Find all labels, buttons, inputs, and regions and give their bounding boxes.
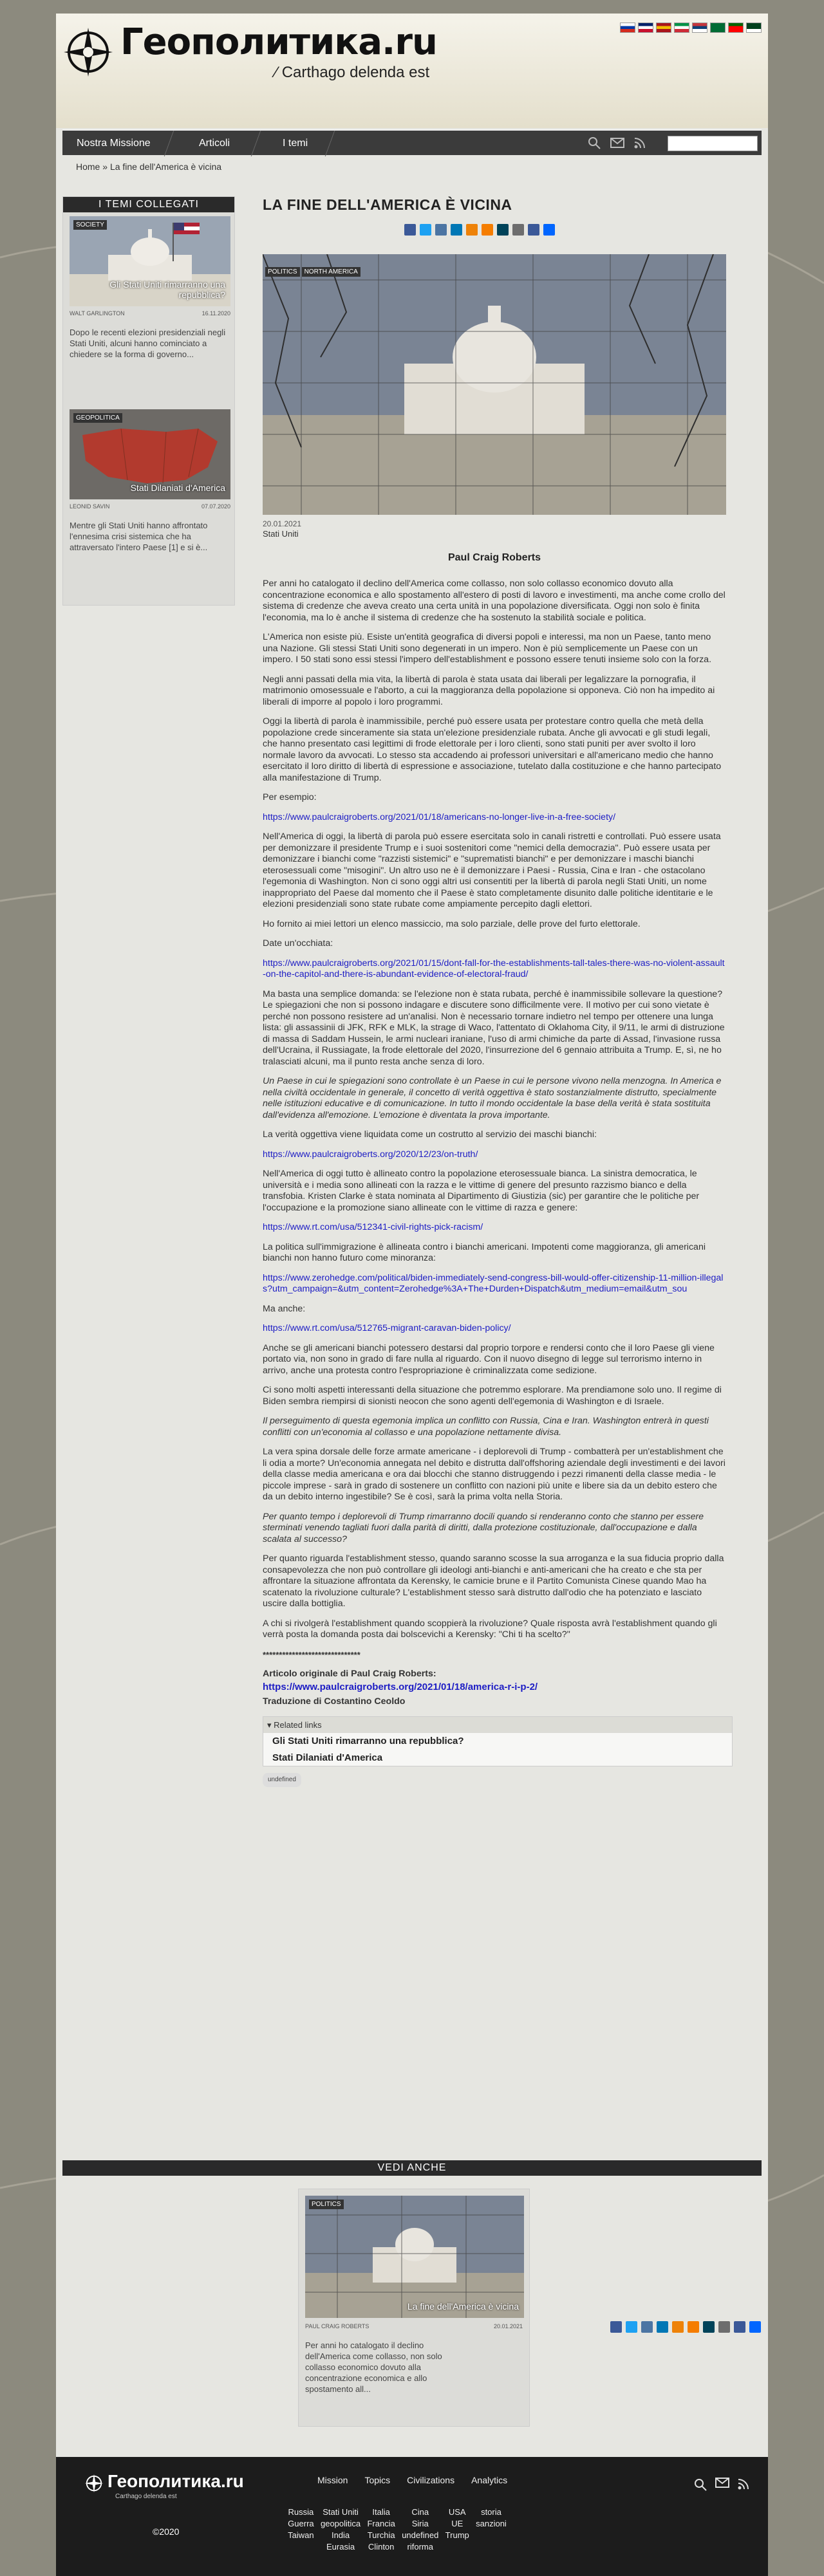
sidebar-card-author[interactable]: WALT GARLINGTON bbox=[70, 310, 125, 317]
article-link[interactable]: https://www.rt.com/usa/512341-civil-rights-pick-racism/ bbox=[263, 1222, 483, 1232]
twitter-share-icon[interactable] bbox=[626, 2321, 637, 2333]
footer-tag[interactable]: Taiwan bbox=[288, 2530, 314, 2540]
article-link[interactable]: https://www.paulcraigroberts.org/2021/01/18/americans-no-longer-live-in-a-free-society/ bbox=[263, 811, 616, 822]
pakistan-flag[interactable] bbox=[746, 23, 762, 33]
related-link[interactable]: Gli Stati Uniti rimarranno una repubblica? bbox=[272, 1736, 464, 1747]
footer-tag[interactable]: riforma bbox=[407, 2542, 433, 2552]
linkedin-share-icon[interactable] bbox=[451, 224, 462, 236]
more-share-icon[interactable] bbox=[749, 2321, 761, 2333]
footer-tag[interactable]: USA bbox=[448, 2507, 466, 2517]
nav-item-temi[interactable]: I temi bbox=[283, 138, 308, 149]
footer-tag[interactable]: Guerra bbox=[288, 2519, 314, 2528]
article-link[interactable]: https://www.rt.com/usa/512765-migrant-caravan-biden-policy/ bbox=[263, 1323, 511, 1333]
sidebar-card-meta bbox=[70, 503, 230, 510]
print-share-icon[interactable] bbox=[528, 224, 539, 236]
sidebar-card-tag[interactable]: SOCIETY bbox=[73, 220, 107, 230]
article-paragraph: Nell'America di oggi, la libertà di parola può essere esercitata solo in canali ristretti e controllati. Può essere usata per demonizzare il presidente Trump e i suoi sostenitori come "nemici della democrazia". Può essere usata per demonizzare i bianchi come "razzisti sistemici" e "suprematisti bianchi" e per demonizzare i maschi bianchi eterosessuali come "misogini". Un altro uso ne è il demonizzare i Paesi - Russia, Cina e Iran - che ostacolano l'egemonia di Washington. Non ci sono oggi altri usi consentiti per la libertà di parola negli Stati Uniti, un nome inappropriato del Paese dal momento che il Paese è stato completamente disunito dalle politiche identitarie e le elezioni presidenziali sono state rubate come ampiamente percepito dagli elettori. bbox=[263, 831, 721, 909]
footer-tag[interactable]: Turchia bbox=[367, 2530, 395, 2540]
footer-logo[interactable]: Геополитика.ru bbox=[108, 2471, 244, 2491]
article-quote: Per quanto tempo i deplorevoli di Trump rimarranno docili quando si renderanno conto che stanno per essere sterminati venendo tagliati fuori dalla parità di diritti, dalla protezione costituzionale, dall'occupazione e dalla scalata al successo? bbox=[263, 1511, 704, 1544]
nav-item-articoli[interactable]: Articoli bbox=[199, 138, 230, 149]
main-nav bbox=[62, 129, 762, 155]
article-paragraph: L'America non esiste più. Esiste un'entità geografica di diversi popoli e interessi, ma non un Paese, tanto meno una Nazione. Gli stessi Stati Uniti sono degenerati in un impero. Non è più semplicemente un Paese con un impero. I 50 stati sono essi stessi l'impero dell'establishment e possono essere tenuti insieme solo con la forza. bbox=[263, 632, 712, 665]
nav-item-mission[interactable]: Nostra Missione bbox=[77, 138, 151, 149]
search-input[interactable] bbox=[668, 136, 758, 151]
article-paragraph: Per quanto riguarda l'establishment stesso, quando saranno scosse la sua arroganza e la sua fiducia proprio dalla consapevolezza che non può controllare gli ideologi anti-bianchi e anti-americani che ha creato e che sta per affrontare la situazione affrontata da Kerensky, le camicie brune e il Partito Comunista Cinese quando Mao ha scatenato la rivoluzione culturale? L'establishment stesso sarà distrutto dall'odio che ha potenziato e lasciato uscire dalla bottiglia. bbox=[263, 1553, 724, 1609]
original-article-link[interactable]: https://www.paulcraigroberts.org/2021/01/18/america-r-i-p-2/ bbox=[263, 1681, 538, 1692]
vedi-anche-meta bbox=[305, 2323, 523, 2330]
share-bar-top bbox=[404, 224, 555, 236]
sidebar-card-meta bbox=[70, 310, 230, 317]
article-paragraph: Oggi la libertà di parola è inammissibile, perché può essere usata per protestare contro quella che metà della popolazione crede sinceramente sia stata un'elezione presidenziale rubata. Anche gli avvocati e gli studi legali, che hanno presentato casi legittimi di frode elettorale per i loro clienti, sono stati puniti per aver svolto il loro normale lavoro da avvocati. Lo stesso sta accadendo ai professori universitari e all'americano medio che hanno esercitato il loro diritto di libertà di espressione e associazione, tutelato dalla costituzione e che hanno partecipato alla manifestazione di Trump. bbox=[263, 716, 722, 783]
article-author[interactable]: Paul Craig Roberts bbox=[447, 552, 541, 563]
footer-tag[interactable]: Eurasia bbox=[326, 2542, 355, 2552]
sidebar-card-tag[interactable]: GEOPOLITICA bbox=[73, 413, 122, 423]
capitol-fence-image bbox=[263, 254, 726, 515]
blogger-share-icon[interactable] bbox=[482, 224, 493, 236]
article-paragraph: Per esempio: bbox=[263, 792, 317, 802]
footer-tag[interactable]: Cina bbox=[411, 2507, 429, 2517]
odnoklassniki-share-icon[interactable] bbox=[466, 224, 478, 236]
article-place[interactable]: Stati Uniti bbox=[263, 529, 299, 539]
translator-credit: Traduzione di Costantino Ceoldo bbox=[263, 1696, 406, 1707]
sidebar-card-image[interactable] bbox=[70, 216, 230, 306]
mail-icon[interactable] bbox=[610, 138, 624, 148]
article-hero-image bbox=[263, 254, 726, 515]
vk-share-icon[interactable] bbox=[641, 2321, 653, 2333]
sidebar-card-excerpt: Dopo le recenti elezioni presidenziali negli Stati Uniti, alcuni hanno cominciato a chiedere se la forma di governo... bbox=[70, 328, 226, 359]
vedi-anche-date: 20.01.2021 bbox=[493, 2323, 523, 2330]
article-paragraph: A chi si rivolgerà l'establishment quando scoppierà la rivoluzione? Quale risposta avrà l'establishment quando gli verrà posta la domanda posta dai bolscevichi a Kerensky: "Chi ti ha scelto?" bbox=[263, 1618, 717, 1640]
site-footer bbox=[56, 2457, 768, 2576]
footer-tags bbox=[288, 2507, 507, 2552]
footer-icons bbox=[693, 2478, 750, 2492]
article-paragraph: Negli anni passati della mia vita, la libertà di parola è stata usata dai liberali per legalizzare la pornografia, il matrimonio omosessuale e l'aborto, a cui la maggioranza della popolazione si opponeva. Ciò non ha impedito ai liberali di imporre al popolo i loro programmi. bbox=[263, 674, 715, 707]
footer-tag bbox=[288, 2542, 314, 2552]
nav-separator bbox=[325, 131, 335, 156]
footer-motto: Carthago delenda est bbox=[115, 2493, 177, 2500]
more-share-icon[interactable] bbox=[543, 224, 555, 236]
hero-tag[interactable]: POLITICS bbox=[265, 267, 300, 277]
article-paragraph: Ho fornito ai miei lettori un elenco massiccio, ma solo parziale, delle prove del furto elettorale. bbox=[263, 918, 641, 929]
footer-menu bbox=[317, 2475, 507, 2485]
facebook-share-icon[interactable] bbox=[610, 2321, 622, 2333]
page-container bbox=[56, 14, 768, 2576]
capitol-fence-thumb bbox=[305, 2196, 524, 2318]
article-link[interactable]: https://www.paulcraigroberts.org/2021/01/15/dont-fall-for-the-establishments-tall-tales-there-was-no-violent-assault-on-the-capitol-and-there-is-abundant-evidence-of-electoral-fraud/ bbox=[263, 958, 725, 979]
print-share-icon[interactable] bbox=[734, 2321, 745, 2333]
related-links-toggle[interactable]: ▾ Related links bbox=[263, 1717, 732, 1734]
footer-tag[interactable]: Russia bbox=[288, 2507, 314, 2517]
odnoklassniki-share-icon[interactable] bbox=[672, 2321, 684, 2333]
article-paragraph: Anche se gli americani bianchi potessero destarsi dal proprio torpore e rendersi conto che il loro Paese gli viene portato via, non sono in grado di fare nulla al riguardo. Con il nuovo disegno di legge sul terrorismo interno in arrivo, anche una protesta contro l'espropriazione è criminalizzata come sedizione. bbox=[263, 1342, 715, 1376]
breadcrumb-separator: » bbox=[102, 162, 108, 172]
article-link[interactable]: https://www.paulcraigroberts.org/2020/12/23/on-truth/ bbox=[263, 1149, 478, 1160]
spain-flag[interactable] bbox=[656, 23, 671, 33]
site-motto: ⁄ Carthago delenda est bbox=[275, 64, 430, 81]
rss-icon[interactable] bbox=[633, 136, 646, 149]
footer-tag[interactable]: Clinton bbox=[368, 2542, 395, 2552]
sidebar-card-caption[interactable]: Stati Dilaniati d'America bbox=[130, 483, 225, 493]
twitter-share-icon[interactable] bbox=[420, 224, 431, 236]
search-icon[interactable] bbox=[587, 136, 601, 150]
article-paragraph: Per anni ho catalogato il declino dell'America come collasso, non solo collasso economico dovuto alla concentrazione economica e allo spostamento all'estero di posti di lavoro e investimenti, ma anche come crollo del sistema di credenze che aveva creato una certa unità in una popolazione diversificata. Oggi non solo è finita l'economia, ma lo è anche il sistema di credenze che ha sostenuto la stabilità sociale e politica. bbox=[263, 579, 726, 623]
footer-tag[interactable]: Siria bbox=[411, 2519, 429, 2528]
article-paragraph: La verità oggettiva viene liquidata come un costrutto al servizio dei maschi bianchi: bbox=[263, 1129, 597, 1140]
hero-tags bbox=[265, 267, 360, 277]
article-quote: Un Paese in cui le spiegazioni sono controllate è un Paese in cui le persone vivono nella menzogna. In America e nella civiltà occidentale in generale, il concetto di verità oggettiva è stato sostanzialmente distrutto, specialmente nelle istituzioni educative e di comunicazione. In tutto il mondo occidentale la base della verità è stata sostituita dall'evidenza all'emozione. L'emozione è diventata la prova importante. bbox=[263, 1076, 722, 1120]
sidebar-card-author[interactable]: LEONID SAVIN bbox=[70, 503, 110, 510]
footer-tag[interactable]: storia bbox=[481, 2507, 501, 2517]
footer-tag[interactable]: undefined bbox=[402, 2530, 439, 2540]
footer-tag bbox=[476, 2542, 507, 2552]
footer-tag[interactable]: India bbox=[331, 2530, 350, 2540]
arabic-flag[interactable] bbox=[710, 23, 726, 33]
serbia-flag[interactable] bbox=[692, 23, 707, 33]
footer-menu-civilizations[interactable]: Civilizations bbox=[407, 2475, 455, 2485]
article-quote: Il perseguimento di questa egemonia implica un conflitto con Russia, Cina e Iran. Washington entrerà in questi conflitti con un'economia al collasso e una popolazione nettamente divisa. bbox=[263, 1416, 709, 1438]
email-share-icon[interactable] bbox=[718, 2321, 730, 2333]
vedi-anche-tag[interactable]: POLITICS bbox=[309, 2200, 344, 2209]
facebook-share-icon[interactable] bbox=[404, 224, 416, 236]
sidebar-card-date: 07.07.2020 bbox=[201, 503, 230, 510]
breadcrumb-current: La fine dell'America è vicina bbox=[109, 162, 222, 172]
footer-mail-icon[interactable] bbox=[715, 2478, 729, 2488]
vedi-anche-image[interactable] bbox=[305, 2196, 524, 2318]
sidebar-card-image[interactable] bbox=[70, 409, 230, 499]
share-bar-bottom bbox=[610, 2321, 761, 2333]
footer-tag[interactable]: Italia bbox=[372, 2507, 390, 2517]
email-share-icon[interactable] bbox=[512, 224, 524, 236]
article-divider: ****************************** bbox=[263, 1649, 360, 1660]
footer-tag bbox=[476, 2530, 507, 2540]
breadcrumb bbox=[76, 162, 221, 172]
vedi-anche-title: VEDI ANCHE bbox=[62, 2160, 762, 2176]
article-title: LA FINE DELL'AMERICA È VICINA bbox=[263, 196, 512, 213]
vedi-anche-excerpt: Per anni ho catalogato il declino dell'America come collasso, non solo collasso economico dovuto alla concentrazione economica e allo spostamento all... bbox=[305, 2340, 442, 2394]
site-header bbox=[56, 14, 768, 128]
original-article-label: Articolo originale di Paul Craig Roberts: bbox=[263, 1669, 436, 1679]
footer-menu-mission[interactable]: Mission bbox=[317, 2475, 348, 2485]
footer-copyright: ©2020 bbox=[153, 2526, 180, 2537]
nav-separator bbox=[251, 131, 261, 156]
footer-tag[interactable]: Francia bbox=[367, 2519, 395, 2528]
language-flags bbox=[620, 23, 762, 33]
sidebar-card[interactable] bbox=[70, 216, 230, 360]
footer-search-icon[interactable] bbox=[693, 2478, 707, 2492]
compass-logo-icon[interactable] bbox=[62, 26, 114, 78]
article-paragraph: Ci sono molti aspetti interessanti della situazione che potremmo esplorare. Ma prendiamone solo uno. Il regime di Biden sembra riempirsi di sionisti neocon che sono agenti dell'egemonia di Washington e di Israele. bbox=[263, 1385, 722, 1407]
footer-menu-analytics[interactable]: Analytics bbox=[471, 2475, 508, 2485]
livejournal-share-icon[interactable] bbox=[703, 2321, 715, 2333]
vk-share-icon[interactable] bbox=[435, 224, 447, 236]
related-topics-sidebar bbox=[62, 196, 235, 606]
footer-tag bbox=[445, 2542, 469, 2552]
sidebar-card[interactable] bbox=[70, 409, 230, 553]
article-date: 20.01.2021 bbox=[263, 519, 302, 528]
article-paragraph: Date un'occhiata: bbox=[263, 938, 333, 949]
footer-compass-logo-icon[interactable] bbox=[84, 2474, 104, 2493]
sidebar-card-caption[interactable]: Gli Stati Uniti rimarranno una repubblica? bbox=[109, 279, 225, 300]
uk-flag[interactable] bbox=[638, 23, 653, 33]
article-paragraph: La politica sull'immigrazione è allineata contro i bianchi americani. Impotenti come maggioranza, gli americani bianchi non hanno futuro come minoranza: bbox=[263, 1241, 706, 1263]
related-link[interactable]: Stati Dilaniati d'America bbox=[272, 1752, 383, 1763]
nav-icons bbox=[587, 136, 646, 150]
tag-badge[interactable]: undefined bbox=[263, 1773, 301, 1787]
hero-tag[interactable]: NORTH AMERICA bbox=[302, 267, 360, 277]
sidebar-title: I TEMI COLLEGATI bbox=[63, 197, 234, 212]
article-paragraph: Ma anche: bbox=[263, 1303, 306, 1314]
motto-text: Carthago delenda est bbox=[281, 64, 430, 81]
livejournal-share-icon[interactable] bbox=[497, 224, 509, 236]
portugal-flag[interactable] bbox=[728, 23, 744, 33]
footer-rss-icon[interactable] bbox=[737, 2478, 750, 2490]
footer-tag[interactable]: UE bbox=[451, 2519, 464, 2528]
footer-tag[interactable]: Stati Uniti bbox=[323, 2507, 359, 2517]
sidebar-card-excerpt: Mentre gli Stati Uniti hanno affrontato l'ennesima crisi sistemica che ha attraversato l'intero Paese [1] e si è... bbox=[70, 521, 208, 552]
article-paragraph: Ma basta una semplice domanda: se l'elezione non è stata rubata, perché è inammissibile sollevare la questione? Le spiegazioni che non si possono indagare e discutere sono difficilmente vere. Il motivo per cui sono vietate è perché non possono resistere ad un'analisi. Non è necessario tornare indietro nel tempo per ottenere una lunga lista: gli assassinii di JFK, RFK e MLK, la strage di Waco, l'attentato di Oklahoma City, il 9/11, le armi di distruzione di massa di Saddam Hussein, le armi nucleari iraniane, l'uso di armi chimiche da parte di Assad, l'invasione russa dell'Ucraina, il Russiagate, la frode elettorale del 2020, l'insurrezione del 6 gennaio attribuita a Trump. E, sì, ne ho tralasciati alcuni, ma il punto resta anche senza di loro. bbox=[263, 988, 725, 1067]
article-paragraph: Nell'America di oggi tutto è allineato contro la popolazione eterosessuale bianca. La sinistra democratica, le università e i media sono allineati con la razza e le vittime di genere del presunto razzismo bianco e della transfobia. Kristen Clarke è stata nominata al Dipartimento di Giustizia (sic) per garantire che le politiche per l'occupazione e la promozione siano allineate con le vittime di razza e genere: bbox=[263, 1169, 700, 1213]
vedi-anche-caption[interactable]: La fine dell'America è vicina bbox=[407, 2301, 519, 2312]
article-paragraph: La vera spina dorsale delle forze armate americane - i deplorevoli di Trump - combatterà per un'establishment che li odia a morte? Un'economia annegata nel debito e distrutta dall'offshoring aziendale degli investimenti e dei lavori della classe media americana e ora dai blocchi che stanno distruggendo i pezzi rimanenti della classe media - le piccole imprese - sarà in grado di sostenere un conflitto con nazioni più unite e libere sia da un debito estero che da un debito interno ingestibile? Se è così, sarà la prima volta nella Storia. bbox=[263, 1447, 726, 1502]
vedi-anche-author[interactable]: PAUL CRAIG ROBERTS bbox=[305, 2323, 370, 2330]
nav-separator bbox=[164, 131, 174, 156]
blogger-share-icon[interactable] bbox=[688, 2321, 699, 2333]
italy-flag[interactable] bbox=[674, 23, 689, 33]
breadcrumb-home[interactable]: Home bbox=[76, 162, 100, 172]
site-logo[interactable]: Геополитика.ru bbox=[120, 21, 437, 63]
footer-tag[interactable]: geopolitica bbox=[320, 2519, 361, 2528]
linkedin-share-icon[interactable] bbox=[657, 2321, 668, 2333]
vedi-anche-card[interactable] bbox=[298, 2189, 530, 2427]
footer-menu-topics[interactable]: Topics bbox=[364, 2475, 391, 2485]
article-link[interactable]: https://www.zerohedge.com/political/biden-immediately-send-congress-bill-would-offer-citizenship-11-million-illegals?utm_campaign=&utm_content=Zerohedge%3A+The+Durden+Dispatch&utm_medium=email&utm_sou bbox=[263, 1272, 724, 1294]
footer-tag[interactable]: Trump bbox=[445, 2530, 469, 2540]
russia-flag[interactable] bbox=[620, 23, 635, 33]
related-links-box bbox=[263, 1716, 733, 1767]
article-body bbox=[263, 579, 726, 1787]
sidebar-card-date: 16.11.2020 bbox=[201, 310, 230, 317]
footer-tag[interactable]: sanzioni bbox=[476, 2519, 507, 2528]
